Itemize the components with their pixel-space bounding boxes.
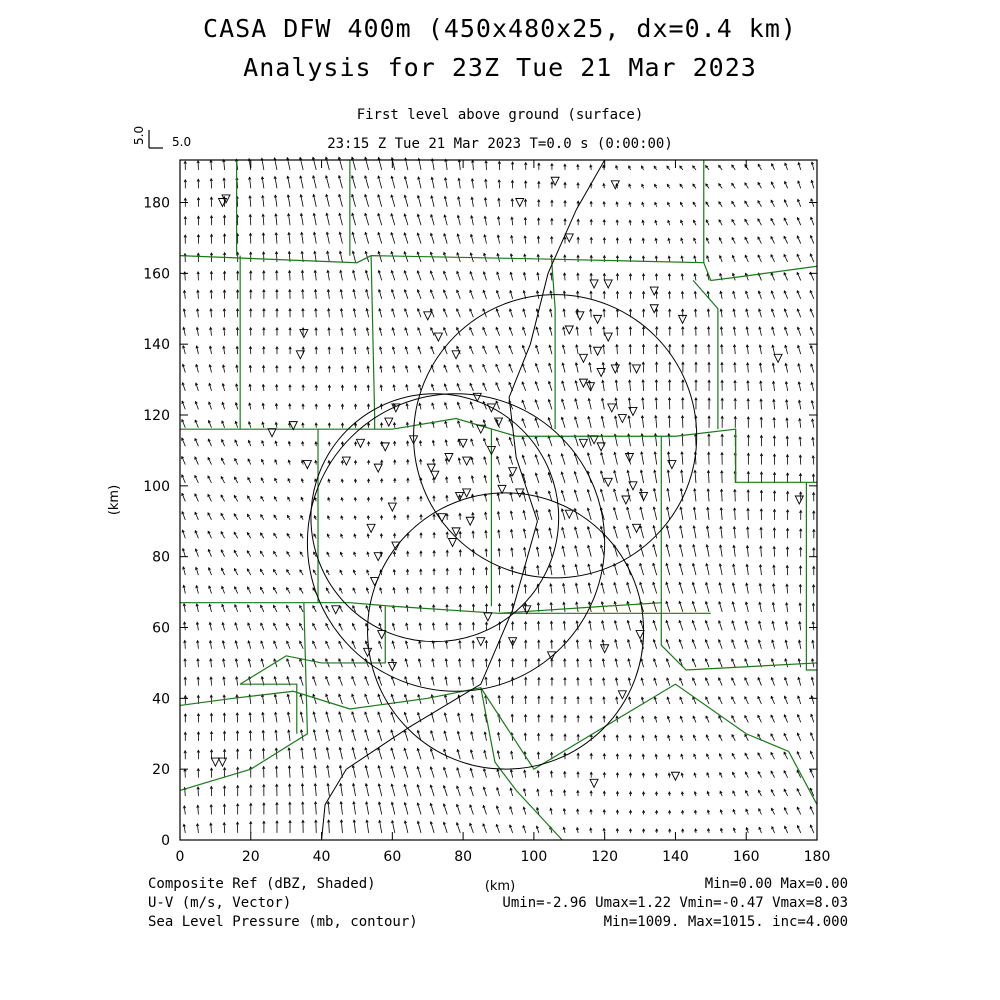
range-ring — [311, 394, 559, 642]
chart-title: CASA DFW 400m (450x480x25, dx=0.4 km) — [203, 14, 797, 43]
wind-vector — [643, 380, 644, 391]
footer-contour-minmax: Min=1009. Max=1015. inc=4.000 — [603, 914, 848, 930]
ref-vector-rotated-label: 5.0 — [132, 125, 146, 145]
station-marker — [463, 489, 471, 497]
x-tick-label: 80 — [454, 849, 473, 865]
y-tick-label: 60 — [152, 620, 170, 637]
station-marker — [434, 333, 442, 341]
y-tick-label: 140 — [143, 337, 170, 354]
station-marker — [611, 181, 619, 189]
y-tick-label: 80 — [152, 549, 170, 566]
station-marker — [300, 330, 308, 338]
footer-ref-label: Composite Ref (dBZ, Shaded) — [148, 876, 376, 892]
county-boundary — [180, 688, 562, 840]
wind-vector — [748, 381, 749, 391]
wind-vector — [315, 802, 316, 815]
station-marker — [516, 199, 524, 207]
y-tick-label: 100 — [143, 478, 170, 495]
wind-vector — [302, 784, 303, 796]
station-marker — [268, 429, 276, 437]
county-boundaries — [180, 160, 817, 840]
station-marker — [576, 312, 584, 320]
station-marker — [579, 439, 587, 447]
county-boundary — [693, 280, 718, 429]
ref-vector-label: 5.0 — [172, 135, 192, 149]
station-marker — [378, 631, 386, 639]
county-boundary — [240, 606, 385, 684]
range-ring — [307, 394, 604, 692]
station-marker — [523, 606, 531, 614]
axes — [143, 160, 830, 865]
pressure-contours — [307, 160, 696, 840]
wind-vector — [669, 416, 670, 428]
station-marker — [332, 606, 340, 614]
wind-vector — [250, 731, 251, 741]
x-tick-label: 140 — [662, 849, 689, 865]
x-tick-label: 120 — [591, 849, 619, 865]
wind-vector — [721, 489, 722, 501]
x-tick-label: 60 — [383, 849, 402, 865]
y-tick-label: 40 — [152, 691, 170, 708]
y-tick-label: 0 — [161, 833, 170, 849]
x-tick-label: 160 — [732, 849, 760, 865]
station-marker — [618, 691, 626, 699]
footer-vector-label: U-V (m/s, Vector) — [148, 895, 292, 911]
station-marker — [671, 772, 679, 780]
station-marker — [618, 415, 626, 423]
station-marker — [579, 379, 587, 387]
station-marker — [774, 354, 782, 362]
station-marker — [218, 758, 226, 766]
station-marker — [463, 457, 471, 465]
station-marker — [303, 461, 311, 469]
station-marker — [565, 510, 573, 518]
station-marker — [218, 199, 226, 207]
station-marker — [640, 492, 648, 500]
station-marker — [452, 351, 460, 359]
station-marker — [579, 354, 587, 362]
x-tick-label: 20 — [241, 849, 260, 865]
x-tick-label: 0 — [175, 849, 185, 865]
x-tick-label: 180 — [803, 849, 831, 865]
footer-vector-minmax: Umin=-2.96 Umax=1.22 Vmin=-0.47 Vmax=8.03 — [502, 895, 848, 911]
y-tick-label: 160 — [143, 266, 170, 283]
station-marker — [381, 443, 389, 451]
wind-vector — [263, 233, 264, 244]
station-marker — [604, 333, 612, 341]
wind-vector — [656, 398, 657, 410]
plot-frame — [180, 160, 817, 840]
station-marker — [431, 471, 439, 479]
station-marker — [374, 464, 382, 472]
station-marker — [594, 347, 602, 355]
wind-vector — [250, 215, 251, 226]
station-marker — [498, 485, 506, 493]
station-marker — [385, 418, 393, 426]
station-marker — [633, 365, 641, 373]
station-marker — [367, 524, 375, 532]
station-marker — [604, 280, 612, 288]
station-marker — [594, 315, 602, 323]
station-marker — [424, 312, 432, 320]
chart-subtitle: Analysis for 23Z Tue 21 Mar 2023 — [243, 53, 757, 82]
station-marker — [484, 613, 492, 621]
level-label: First level above ground (surface) — [356, 107, 644, 123]
station-marker — [601, 645, 609, 653]
station-marker — [289, 422, 297, 430]
wind-vector — [276, 252, 277, 262]
station-marker — [448, 539, 456, 547]
reference-vector — [132, 126, 191, 149]
x-axis-label: (km) — [484, 879, 516, 894]
time-label: 23:15 Z Tue 21 Mar 2023 T=0.0 s (0:00:00) — [327, 136, 673, 152]
y-tick-label: 120 — [143, 408, 170, 424]
x-tick-label: 40 — [312, 849, 331, 865]
station-marker — [342, 457, 350, 465]
station-marker — [388, 662, 396, 670]
station-marker — [211, 758, 219, 766]
station-marker — [590, 779, 598, 787]
y-axis-label: (km) — [107, 484, 122, 516]
station-marker — [608, 404, 616, 412]
wind-vector — [329, 820, 330, 833]
county-boundary — [552, 259, 556, 429]
station-marker — [356, 439, 364, 447]
station-marker — [565, 234, 573, 242]
y-tick-label: 20 — [152, 762, 170, 779]
station-marker — [633, 524, 641, 532]
y-tick-label: 180 — [143, 195, 170, 212]
station-marker — [611, 365, 619, 373]
footer-contour-label: Sea Level Pressure (mb, contour) — [148, 914, 418, 930]
footer-ref-minmax: Min=0.00 Max=0.00 — [704, 876, 848, 892]
station-marker — [636, 631, 644, 639]
wind-vector — [708, 471, 709, 483]
station-marker — [590, 280, 598, 288]
station-marker — [565, 326, 573, 334]
station-marker — [364, 648, 372, 656]
station-marker — [795, 496, 803, 504]
county-boundary — [481, 684, 817, 804]
x-tick-label: 100 — [520, 849, 548, 865]
county-boundary — [371, 256, 375, 430]
station-marker — [388, 503, 396, 511]
station-marker — [622, 496, 630, 504]
wind-vector — [735, 508, 736, 520]
station-marker — [604, 478, 612, 486]
station-marker — [477, 638, 485, 646]
